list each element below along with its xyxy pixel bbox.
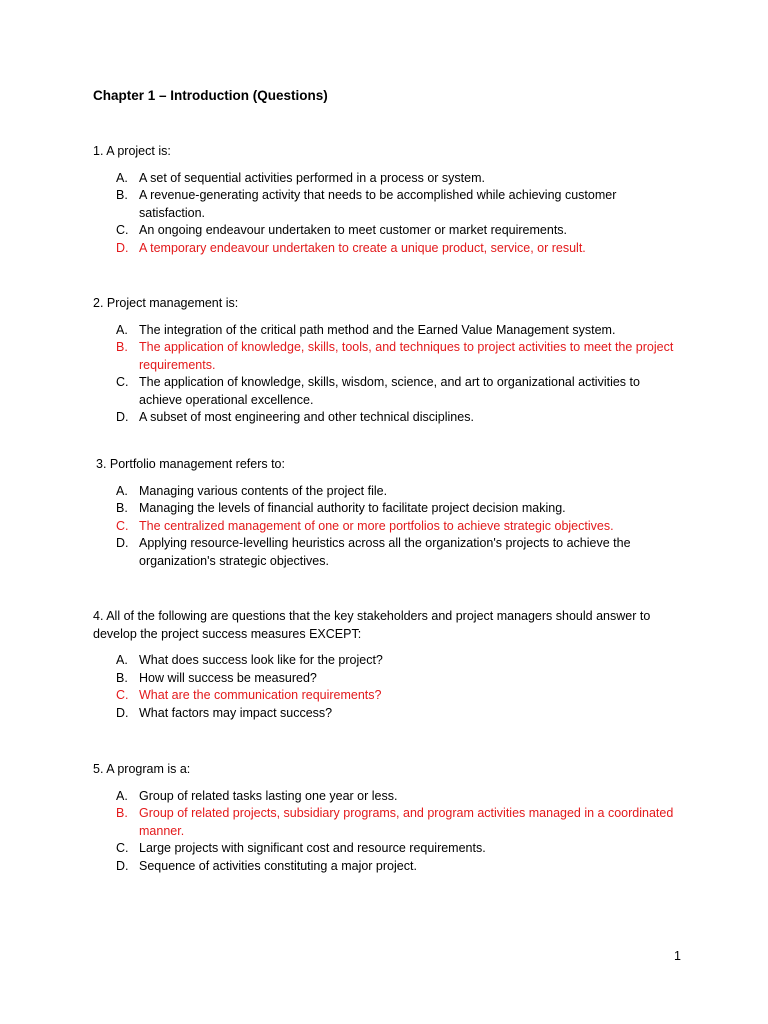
answer-option-a: [93, 170, 683, 188]
answer-options: [93, 483, 683, 571]
page-number: 1: [674, 949, 681, 963]
question-stem: 4. All of the following are questions that the key stakeholders and project managers should answer to develop the project success measures EXCEPT:: [93, 609, 651, 641]
answer-option-c: [93, 518, 683, 536]
question-5: [93, 761, 683, 875]
option-letter: D.: [116, 240, 129, 255]
answer-option-d: [93, 240, 683, 258]
option-letter: C.: [116, 518, 129, 533]
option-letter: B.: [116, 340, 128, 354]
option-letter: D.: [116, 705, 129, 720]
option-letter: B.: [116, 670, 128, 685]
answer-options: [93, 652, 683, 722]
option-letter: B.: [116, 188, 128, 202]
option-letter: B.: [116, 501, 128, 515]
question-stem: 2. Project management is:: [93, 296, 239, 310]
question-stem: 1. A project is:: [93, 144, 171, 158]
option-text: A revenue-generating activity that needs to be accomplished while achieving customer satisfaction.: [139, 188, 617, 220]
answer-options: [93, 322, 683, 427]
option-text: What factors may impact success?: [139, 705, 333, 720]
option-text: The application of knowledge, skills, tools, and techniques to project activities to meet the project requirements.: [139, 340, 674, 372]
answer-option-c: [93, 222, 683, 240]
answer-option-a: [93, 483, 683, 501]
question-stem: 5. A program is a:: [93, 762, 191, 776]
answer-option-c: [93, 374, 683, 409]
option-letter: C.: [116, 688, 129, 702]
answer-option-b: [93, 187, 683, 222]
answer-option-b: [93, 670, 683, 688]
option-letter: C.: [116, 223, 129, 237]
option-text: Managing various contents of the project file.: [139, 483, 388, 498]
option-text: Group of related tasks lasting one year or less.: [139, 788, 398, 803]
option-text: What are the communication requirements?: [139, 688, 382, 702]
answer-option-b: [93, 339, 683, 374]
option-text: The application of knowledge, skills, wisdom, science, and art to organizational activities to achieve operational excellence.: [139, 375, 640, 407]
option-text: How will success be measured?: [139, 670, 317, 685]
question-2: [93, 295, 683, 427]
option-text: Sequence of activities constituting a major project.: [139, 858, 417, 873]
option-letter: D.: [116, 410, 129, 424]
option-text: What does success look like for the project?: [139, 653, 383, 667]
option-text: A set of sequential activities performed in a process or system.: [139, 170, 485, 185]
option-text: A subset of most engineering and other technical disciplines.: [139, 410, 474, 424]
answer-option-b: [93, 805, 683, 840]
option-letter: C.: [116, 375, 129, 389]
option-letter: B.: [116, 806, 128, 820]
answer-option-b: [93, 500, 683, 518]
option-text: An ongoing endeavour undertaken to meet customer or market requirements.: [139, 223, 568, 237]
answer-option-a: [93, 652, 683, 670]
answer-option-c: [93, 687, 683, 705]
answer-option-a: [93, 322, 683, 340]
option-letter: D.: [116, 858, 129, 873]
option-text: Large projects with significant cost and resource requirements.: [139, 841, 486, 855]
option-text: A temporary endeavour undertaken to create a unique product, service, or result.: [139, 240, 586, 255]
answer-option-d: [93, 705, 683, 723]
answer-option-a: [93, 788, 683, 806]
option-letter: D.: [116, 536, 129, 550]
option-text: The centralized management of one or more portfolios to achieve strategic objectives.: [139, 518, 614, 533]
answer-options: [93, 788, 683, 876]
option-letter: C.: [116, 841, 129, 855]
answer-option-d: [93, 409, 683, 427]
answer-option-c: [93, 840, 683, 858]
page-title: Chapter 1 – Introduction (Questions): [93, 88, 328, 103]
option-letter: A.: [116, 483, 128, 498]
answer-option-d: [93, 535, 683, 570]
option-letter: A.: [116, 322, 128, 337]
option-text: Group of related projects, subsidiary programs, and program activities managed in a coordinated manner.: [139, 806, 674, 838]
question-stem: 3. Portfolio management refers to:: [96, 457, 285, 471]
option-text: Applying resource-levelling heuristics across all the organization's projects to achieve the organization's strategic objectives.: [139, 536, 631, 568]
option-letter: A.: [116, 653, 128, 667]
option-text: Managing the levels of financial authority to facilitate project decision making.: [139, 501, 566, 515]
option-letter: A.: [116, 788, 128, 803]
answer-option-d: [93, 858, 683, 876]
option-text: The integration of the critical path method and the Earned Value Management system.: [139, 322, 616, 337]
question-1: [93, 143, 683, 257]
question-3: [93, 456, 683, 570]
option-letter: A.: [116, 170, 128, 185]
answer-options: [93, 170, 683, 258]
question-4: [93, 608, 683, 722]
